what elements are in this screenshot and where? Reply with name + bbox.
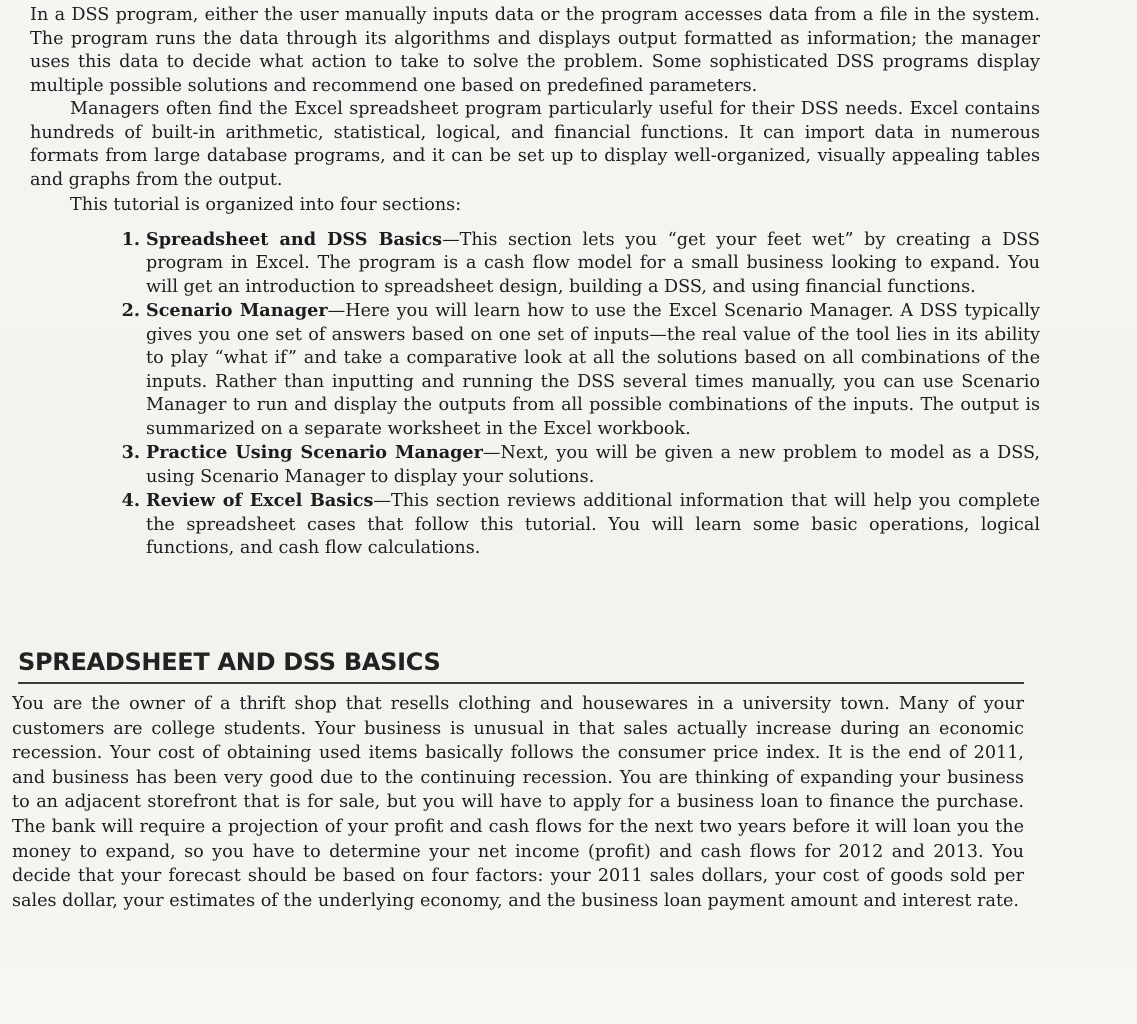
list-item (30, 441, 1040, 489)
list-number: 1. (121, 228, 140, 250)
list-text: —Here you will learn how to use the Excel Scenario Manager. A DSS typically gives you one set of answers based on one set of inputs—the real value of the tool lies in its ability to play “what if” and take a comparative look at all the solutions based on all combinations of the inputs. Rather than inputting and running the DSS several times manually, you can use Scenario Manager to run and display the outputs from all possible combinations of the inputs. The output is summarized on a separate worksheet in the Excel workbook. (146, 301, 1040, 439)
sections-lead: This tutorial is organized into four sections: (70, 195, 462, 215)
list-text: —This section reviews additional information that will help you complete the spreadsheet cases that follow this tutorial. You will learn some basic operations, logical functions, and cash flow calculations. (146, 491, 1040, 558)
list-term: Review of Excel Basics (146, 490, 374, 511)
intro-text (30, 4, 1040, 192)
list-number: 3. (121, 442, 140, 463)
list-number: 4. (121, 490, 140, 511)
intro-paragraph-1: In a DSS program, either the user manually inputs data or the program accesses data from a file in the system. The program runs the data through its algorithms and displays output formatted as information; the manager uses this data to decide what action to take to solve the problem. Some sophisticated DSS programs display multiple possible solutions and recommend one based on predefined parameters. (30, 5, 1040, 96)
intro-column (30, 4, 1040, 561)
list-term: Practice Using Scenario Manager (146, 442, 483, 463)
section-heading: SPREADSHEET AND DSS BASICS (18, 648, 1024, 684)
list-text: —Next, you will be given a new problem to model as a DSS, using Scenario Manager to display your solutions. (146, 443, 1040, 487)
list-term: Spreadsheet and DSS Basics (146, 228, 443, 250)
list-item (30, 299, 1040, 441)
intro-paragraph-2: Managers often find the Excel spreadsheet program particularly useful for their DSS needs. Excel contains hundreds of built-in arithmetic, statistical, logical, and financial functions. It can import data in numerous formats from large database programs, and it can be set up to display well-organized, visually appealing tables and graphs from the output. (30, 99, 1040, 190)
list-term: Scenario Manager (146, 300, 328, 321)
body-paragraph: You are the owner of a thrift shop that resells clothing and housewares in a university town. Many of your customers are college students. Your business is unusual in that sales actually increase during an economic recession. Your cost of obtaining used items basically follows the consumer price index. It is the end of 2011, and business has been very good due to the continuing recession. You are thinking of expanding your business to an adjacent storefront that is for sale, but you will have to apply for a business loan to finance the purchase. The bank will require a projection of your profit and cash flows for the next two years before it will loan you the money to expand, so you have to determine your net income (profit) and cash flows for 2012 and 2013. You decide that your forecast should be based on four factors: your 2011 sales dollars, your cost of goods sold per sales dollar, your estimates of the underlying economy, and the business loan payment amount and interest rate. (12, 694, 1024, 911)
list-item (30, 228, 1040, 300)
list-number: 2. (121, 300, 140, 321)
list-item (30, 489, 1040, 561)
sections-list (30, 228, 1040, 561)
list-text: —This section lets you “get your feet wet” by creating a DSS program in Excel. The program is a cash flow model for a small business looking to expand. You will get an introduction to spreadsheet design, building a DSS, and using financial functions. (146, 229, 1040, 297)
